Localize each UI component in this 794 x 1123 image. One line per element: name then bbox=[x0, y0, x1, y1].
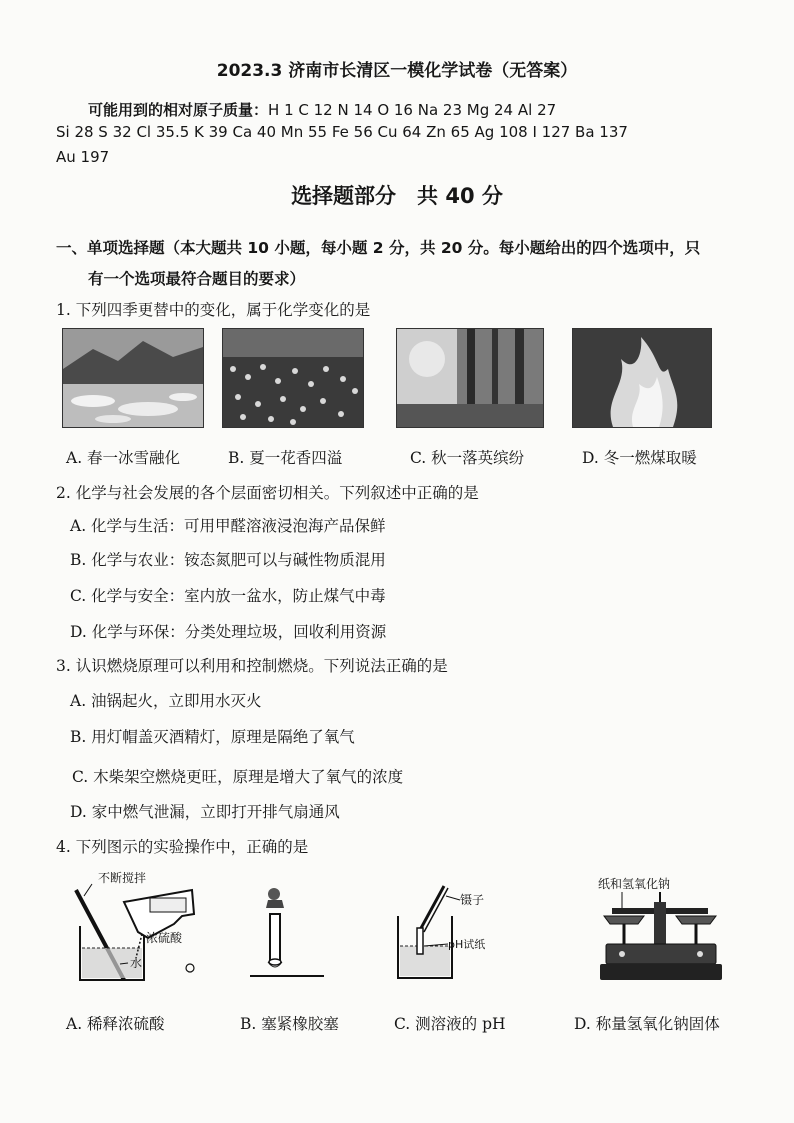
q2-option-d: D. 化学与环保：分类处理垃圾，回收利用资源 bbox=[70, 623, 387, 641]
q4-option-c: C. 测溶液的 pH bbox=[394, 1015, 506, 1033]
q4-option-d: D. 称量氢氧化钠固体 bbox=[574, 1015, 720, 1033]
atomic-mass-values-3: Au 197 bbox=[56, 148, 110, 166]
q3-option-a: A. 油锅起火，立即用水灭火 bbox=[70, 692, 262, 710]
atomic-mass-label: 可能用到的相对原子质量： bbox=[88, 101, 269, 119]
q4-label-stir: 不断搅拌 bbox=[98, 871, 147, 885]
q1-option-b: B. 夏一花香四溢 bbox=[228, 449, 343, 467]
atomic-mass-values-2: Si 28 S 32 Cl 35.5 K 39 Ca 40 Mn 55 Fe 56 Cu 64 Zn 65 Ag 108 I 127 Ba 137 bbox=[56, 123, 628, 141]
q1-option-a: A. 春一冰雪融化 bbox=[66, 449, 181, 467]
part1-instructions-line1: 一、单项选择题（本大题共 10 小题，每小题 2 分，共 20 分。每小题给出的四个选项中，只 bbox=[56, 239, 701, 257]
q1-photo-d-burning-coal bbox=[572, 328, 712, 428]
q4-label-naoh-on-paper: 纸和氢氧化钠 bbox=[598, 877, 671, 891]
q4-label-ph-paper: pH试纸 bbox=[448, 938, 486, 951]
q4-diagram-a-dilute-acid bbox=[62, 868, 237, 988]
q1-option-c: C. 秋一落英缤纷 bbox=[410, 449, 525, 467]
q1-photo-b-flowers bbox=[222, 328, 364, 428]
q3-option-b: B. 用灯帽盖灭酒精灯，原理是隔绝了氧气 bbox=[70, 728, 355, 746]
q1-photo-a-snow-melting bbox=[62, 328, 204, 428]
q2-option-c: C. 化学与安全：室内放一盆水，防止煤气中毒 bbox=[70, 587, 386, 605]
q1-stem: 1. 下列四季更替中的变化，属于化学变化的是 bbox=[56, 301, 371, 319]
q3-stem: 3. 认识燃烧原理可以利用和控制燃烧。下列说法正确的是 bbox=[56, 657, 448, 675]
atomic-mass-line-1 bbox=[88, 99, 556, 120]
q4-option-b: B. 塞紧橡胶塞 bbox=[240, 1015, 339, 1033]
q1-photo-c-falling-leaves bbox=[396, 328, 544, 428]
q2-option-b: B. 化学与农业：铵态氮肥可以与碱性物质混用 bbox=[70, 551, 386, 569]
q4-diagram-d-balance bbox=[592, 868, 732, 992]
q4-label-tweezers: 镊子 bbox=[460, 893, 485, 907]
q4-label-water: 水 bbox=[130, 956, 143, 970]
q3-option-c: C. 木柴架空燃烧更旺，原理是增大了氧气的浓度 bbox=[72, 768, 404, 786]
q3-option-d: D. 家中燃气泄漏，立即打开排气扇通风 bbox=[70, 803, 340, 821]
q4-label-acid: 浓硫酸 bbox=[146, 931, 183, 945]
q1-option-d: D. 冬一燃煤取暖 bbox=[582, 449, 697, 467]
q2-stem: 2. 化学与社会发展的各个层面密切相关。下列叙述中正确的是 bbox=[56, 484, 479, 502]
q4-stem: 4. 下列图示的实验操作中，正确的是 bbox=[56, 838, 309, 856]
exam-title: 2023.3 济南市长清区一模化学试卷（无答案） bbox=[216, 61, 578, 81]
part1-instructions-line2: 有一个选项最符合题目的要求） bbox=[88, 270, 306, 288]
q2-option-a: A. 化学与生活：可用甲醛溶液浸泡海产品保鲜 bbox=[70, 517, 386, 535]
section-title: 选择题部分 共 40 分 bbox=[291, 184, 503, 208]
q4-diagram-c-ph-test bbox=[390, 880, 510, 990]
atomic-mass-values-1: H 1 C 12 N 14 O 16 Na 23 Mg 24 Al 27 bbox=[268, 101, 557, 119]
q4-diagram-b-rubber-stopper bbox=[248, 880, 328, 990]
q4-option-a: A. 稀释浓硫酸 bbox=[66, 1015, 165, 1033]
